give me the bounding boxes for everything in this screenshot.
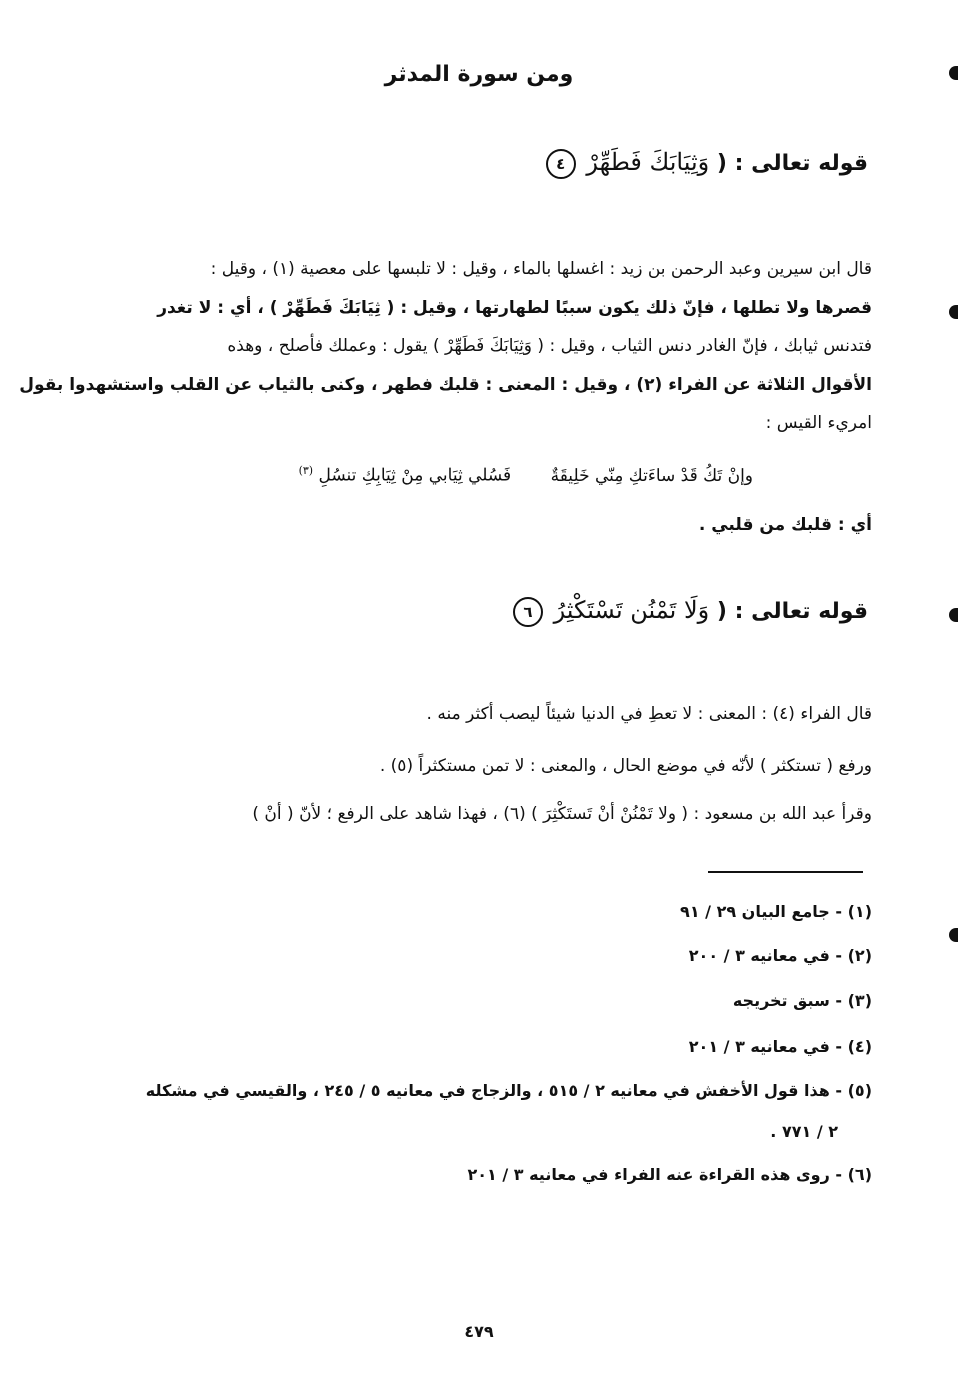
footnote: (٥) - هذا قول الأخفش في معانيه ٢ / ٥١٥ ، والزجاج في معانيه ٥ / ٢٤٥ ، والقيسي في مشكله: [145, 1081, 872, 1100]
poem-hemistich-first: وإنْ تَكُ قَدْ ساءَتكِ مِنّي خَلِيقَةٌ: [550, 465, 753, 486]
text-line: وقرأ عبد الله بن مسعود : ( ولا تَمْنُنْ أنْ تَستَكْثِرَ ) (٦) ، فهذا شاهد على الرفع ؛ لأنّ ( أنْ ): [252, 804, 872, 824]
verse-intro: قوله تعالى : (: [716, 599, 868, 624]
footnote: (٤) - في معانيه ٣ / ٢٠١: [688, 1037, 872, 1056]
quran-verse: وَلَا تَمْنُن تَسْتَكْثِرُ: [553, 596, 710, 624]
footnote-continuation: ٢ / ٧٧١ .: [770, 1122, 838, 1141]
footnote-divider: [708, 871, 863, 873]
verse-heading: [513, 596, 868, 627]
text-line: فتدنس ثيابك ، فإنّ الغادر دنس الثياب ، وقيل : ( وَثِيَابَكَ فَطَهِّرْ ) يقول : وعملك فأصلح ، وهذه: [227, 336, 872, 356]
commentary-paragraph: [19, 250, 872, 443]
text-line: قال ابن سيرين وعبد الرحمن بن زيد : اغسلها بالماء ، وقيل : لا تلبسها على معصية (١) ، وقيل :: [210, 259, 872, 279]
ayah-number-marker: ٤: [546, 149, 576, 179]
margin-mark: [949, 305, 958, 319]
footnote: (٦) - روى هذه القراءة عنه الفراء في معانيه ٣ / ٢٠١: [467, 1165, 872, 1184]
verse-intro: قوله تعالى : (: [716, 151, 868, 176]
text-line: امريء القيس :: [765, 413, 872, 433]
poem-hemistich-second: فَسُلي ثِيَابي مِنْ ثِيَابِكِ تنسُلِ: [318, 465, 512, 486]
ayah-number-marker: ٦: [513, 597, 543, 627]
page-number: ٤٧٩: [464, 1322, 494, 1341]
text-line: قال الفراء (٤) : المعنى : لا تعطِ في الدنيا شيئاً ليصب أكثر منه .: [426, 704, 872, 724]
text-line: الأقوال الثلاثة عن الفراء (٢) ، وقيل : المعنى : قلبك فطهر ، وكنى بالثياب عن القلب واستشهدوا بقول: [19, 374, 872, 395]
footnote: (٣) - سبق تخريجه: [732, 991, 872, 1010]
margin-mark: [949, 928, 958, 942]
footnote: (٢) - في معانيه ٣ / ٢٠٠: [688, 946, 872, 965]
text-line: قصرها ولا تطلها ، فإنّ ذلك يكون سببًا لطهارتها ، وقيل : ( ثِيَابَكَ فَطَهِّرْ ) ، أي : لا تغدر: [157, 297, 872, 318]
page-title: ومن سورة المدثر: [384, 62, 574, 87]
poem-verse: [299, 464, 753, 486]
text-line: ورفع ( تستكثر ) لأنّه في موضع الحال ، والمعنى : لا تمن مستكثراً (٥) .: [379, 756, 872, 776]
quran-verse: وَثِيَابَكَ فَطَهِّرْ: [586, 148, 710, 176]
explanation-line: أي : قلبك من قلبي .: [698, 515, 872, 535]
verse-heading: [546, 148, 868, 179]
footnote: (١) - جامع البيان ٢٩ / ٩١: [680, 902, 872, 921]
footnote-ref: (٣): [298, 464, 314, 477]
margin-mark: [949, 608, 958, 622]
